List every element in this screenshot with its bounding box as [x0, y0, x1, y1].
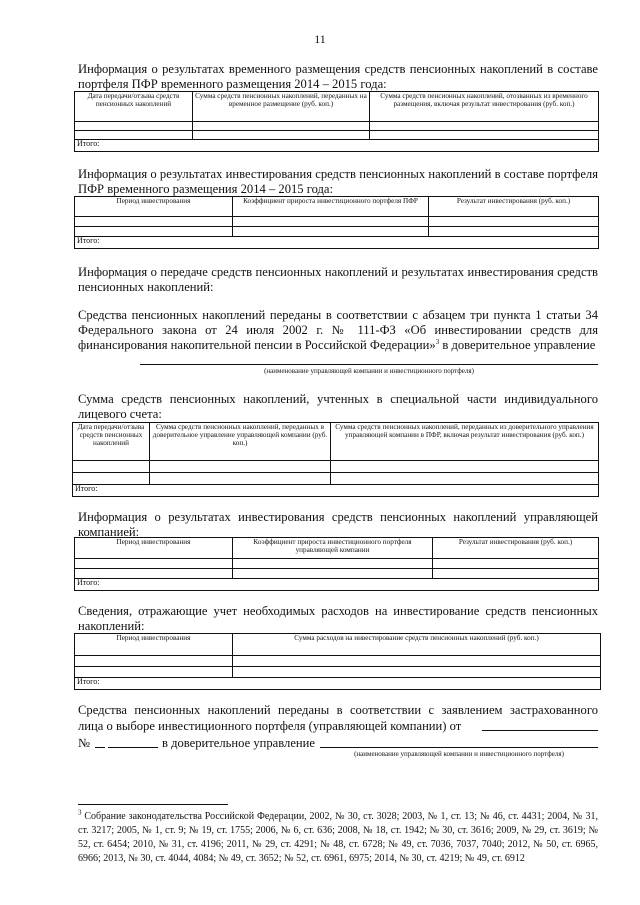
- s7-cell: [233, 667, 601, 678]
- s5-cell: [150, 461, 331, 473]
- s1-total-label: Итого:: [75, 140, 599, 152]
- s6-cell: [75, 559, 233, 569]
- s5-col-date-header: Дата передачи/отзыва средств пенсионных накоплений: [73, 423, 150, 461]
- s6-col-period-header: Период инвестирования: [75, 538, 233, 559]
- section5-heading: Сумма средств пенсионных накоплений, учтенных в специальной части индивидуального лицевого счета:: [78, 392, 598, 421]
- statement-number-line: [108, 747, 158, 748]
- s7-cell: [233, 656, 601, 667]
- footnote-text: Собрание законодательства Российской Федерации, 2002, № 30, ст. 3028; 2003, № 1, ст. 13; № 46, ст. 4431; 2004, № 31, ст. 3217; 2005, № 1, ст. 9; № 19, ст. 1755; 2006, № 6, ст. 636; 2008, № 18, ст. 1942; № 30, ст. 3616; 2009, № 29, ст. 3619; № 52, ст. 6454; 2010, № 31, ст. 4196; 2011, № 29, ст. 4291; № 48, ст. 6728; № 49, ст. 7036, 7037, 7040; 2012, № 50, ст. 6965, 6966; 2013, № 30, ст. 4044, 4084; № 49, ст. 3652; № 52, ст. 6961, 6975; 2014, № 30, ст. 4219; № 49, ст. 6912: [78, 811, 598, 864]
- s6-col-result-header: Результат инвестирования (руб. коп.): [433, 538, 599, 559]
- s2-cell: [75, 217, 233, 227]
- trust-company-line: [320, 747, 598, 748]
- section2-table: [74, 196, 599, 249]
- section8-number-label: №: [78, 736, 91, 750]
- section4-line2: управление: [533, 338, 596, 352]
- footnote-ref: 3: [435, 337, 440, 346]
- footnote-mark: 3: [78, 808, 82, 817]
- s6-cell: [433, 569, 599, 579]
- s2-cell: [233, 217, 429, 227]
- s6-cell: [433, 559, 599, 569]
- statement-date-line: [482, 730, 598, 731]
- section6-table: [74, 537, 599, 591]
- footnote: [78, 810, 598, 866]
- s5-col-returned-header: Сумма средств пенсионных накоплений, переданных из доверительного управления управляющей компании в ПФР, включая результат инвестирования (руб. коп.): [331, 423, 599, 461]
- s5-cell: [331, 461, 599, 473]
- s6-total-label: Итого:: [75, 579, 599, 591]
- s6-cell: [75, 569, 233, 579]
- s5-cell: [331, 473, 599, 485]
- s6-cell: [233, 559, 433, 569]
- s5-cell: [150, 473, 331, 485]
- s1-cell: [370, 122, 599, 131]
- s2-total-label: Итого:: [75, 237, 599, 249]
- s1-col-withdrawn-header: Сумма средств пенсионных накоплений, отозванных из временного размещения, включая результат инвестирования (руб. коп.): [370, 92, 599, 122]
- s2-col-period-header: Период инвестирования: [75, 197, 233, 217]
- s2-cell: [429, 217, 599, 227]
- s5-cell: [73, 473, 150, 485]
- s1-col-date-header: Дата передачи/отзыва средств пенсионных накоплений: [75, 92, 193, 122]
- s6-col-coefficient-header: Коэффициент прироста инвестиционного портфеля управляющей компании: [233, 538, 433, 559]
- section8-note: (наименование управляющей компании и инвестиционного портфеля): [354, 750, 564, 758]
- s7-col-expenses-header: Сумма расходов на инвестирование средств пенсионных накоплений (руб. коп.): [233, 634, 601, 656]
- section8-line2: лица о выборе инвестиционного портфеля (управляющей компании) от: [78, 719, 462, 733]
- section2-heading: Информация о результатах инвестирования средств пенсионных накоплений в составе портфеля ПФР временного размещения 2014 – 2015 года:: [78, 167, 598, 196]
- section7-table: [74, 633, 601, 690]
- section4-text: [78, 308, 598, 353]
- s2-cell: [75, 227, 233, 237]
- s1-cell: [193, 131, 370, 140]
- s1-col-transferred-header: Сумма средств пенсионных накоплений, переданных на временное размещение (руб. коп.): [193, 92, 370, 122]
- s1-cell: [193, 122, 370, 131]
- section1-table: [74, 91, 599, 152]
- s2-cell: [429, 227, 599, 237]
- s1-cell: [370, 131, 599, 140]
- section1-heading: Информация о результатах временного размещения средств пенсионных накоплений в составе портфеля ПФР временного размещения 2014 – 2015 года:: [78, 62, 598, 91]
- section4-tail: в доверительное: [442, 338, 531, 352]
- section8-line1: Средства пенсионных накоплений переданы в соответствии с заявлением застрахованного: [78, 703, 598, 717]
- section4-body: Средства пенсионных накоплений переданы в соответствии с абзацем три пункта 1 статьи 34 Федерального закона от 24 июля 2002 г. № 111-ФЗ «Об инвестировании средств для финансирования накопительной пенсии в Российской Федерации»: [78, 308, 598, 352]
- page-number: 11: [314, 32, 326, 46]
- section8-trust-label: в доверительное управление: [162, 736, 315, 750]
- s2-col-coefficient-header: Коэффициент прироста инвестиционного портфеля ПФР: [233, 197, 429, 217]
- section6-heading: Информация о результатах инвестирования средств пенсионных накоплений управляющей компанией:: [78, 510, 598, 539]
- s7-cell: [75, 667, 233, 678]
- s5-col-transferred-header: Сумма средств пенсионных накоплений, переданных в доверительное управление управляющей компании (руб. коп.): [150, 423, 331, 461]
- s7-cell: [75, 656, 233, 667]
- footnote-separator: [78, 804, 228, 805]
- s1-cell: [75, 122, 193, 131]
- s7-total-label: Итого:: [75, 678, 601, 690]
- s2-col-result-header: Результат инвестирования (руб. коп.): [429, 197, 599, 217]
- s6-cell: [233, 569, 433, 579]
- section3-heading: Информация о передаче средств пенсионных накоплений и результатах инвестирования средств пенсионных накоплений:: [78, 265, 598, 294]
- s5-total-label: Итого:: [73, 485, 599, 497]
- s7-col-period-header: Период инвестирования: [75, 634, 233, 656]
- management-company-line: [140, 364, 598, 365]
- statement-number-short-line: [95, 747, 105, 748]
- section5-table: [72, 422, 599, 497]
- s2-cell: [233, 227, 429, 237]
- section4-note: (наименование управляющей компании и инвестиционного портфеля): [264, 367, 474, 375]
- section7-heading: Сведения, отражающие учет необходимых расходов на инвестирование средств пенсионных накоплений:: [78, 604, 598, 633]
- s5-cell: [73, 461, 150, 473]
